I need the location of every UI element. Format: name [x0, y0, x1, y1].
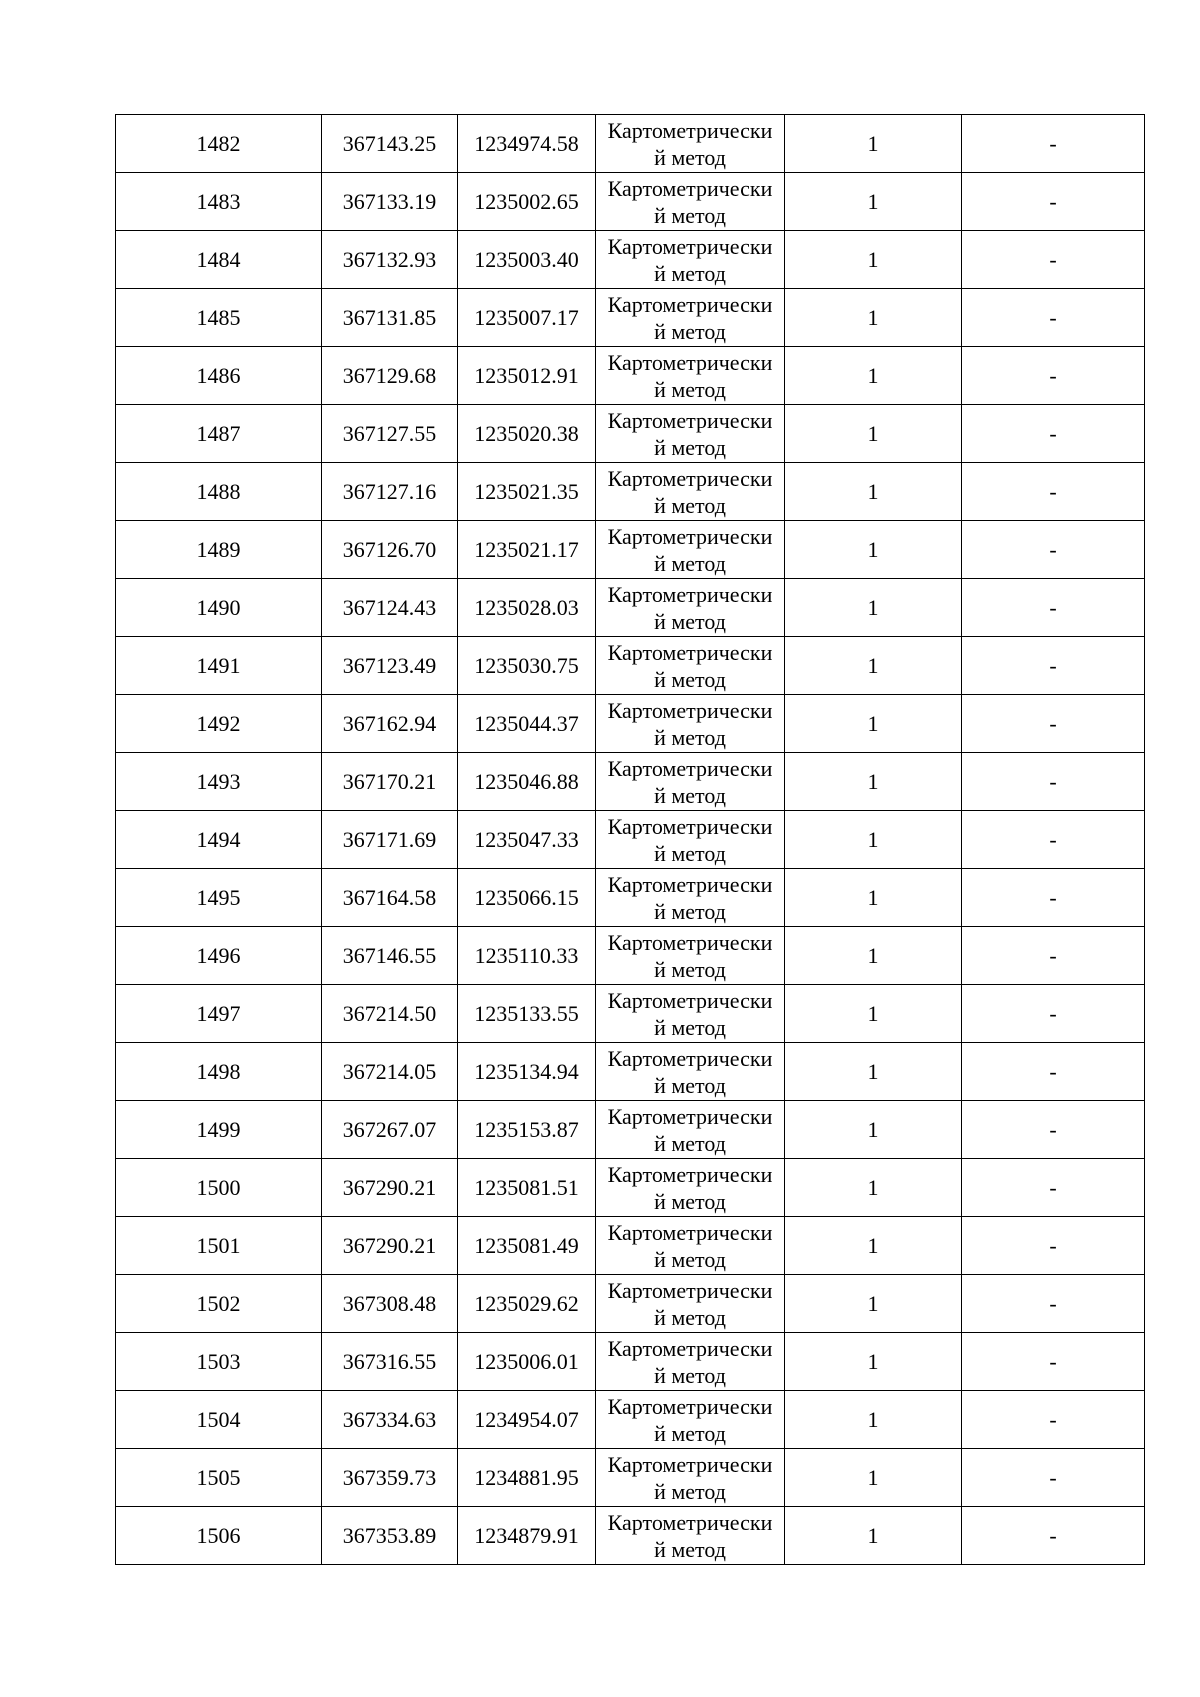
- table-row: [116, 463, 1145, 521]
- point-number-cell: 1504: [116, 1391, 322, 1449]
- x-coordinate-cell: 367143.25: [322, 115, 458, 173]
- note-cell: -: [962, 463, 1145, 521]
- point-number-cell: 1490: [116, 579, 322, 637]
- accuracy-cell: 1: [785, 1333, 962, 1391]
- accuracy-cell: 1: [785, 405, 962, 463]
- y-coordinate-cell: 1235081.51: [458, 1159, 596, 1217]
- method-text-line-1: Картометрически: [607, 872, 773, 897]
- method-cell: [596, 231, 785, 289]
- method-text-line-2: й метод: [654, 725, 726, 750]
- method-text-line-1: Картометрически: [607, 234, 773, 259]
- table-row: [116, 1159, 1145, 1217]
- method-cell: [596, 927, 785, 985]
- accuracy-cell: 1: [785, 463, 962, 521]
- y-coordinate-cell: 1235047.33: [458, 811, 596, 869]
- method-text-line-1: Картометрически: [607, 1046, 773, 1071]
- y-coordinate-cell: 1235021.35: [458, 463, 596, 521]
- note-cell: -: [962, 405, 1145, 463]
- method-cell: [596, 695, 785, 753]
- method-text-line-2: й метод: [654, 957, 726, 982]
- x-coordinate-cell: 367308.48: [322, 1275, 458, 1333]
- note-cell: -: [962, 173, 1145, 231]
- x-coordinate-cell: 367334.63: [322, 1391, 458, 1449]
- table-row: [116, 289, 1145, 347]
- method-text-line-2: й метод: [654, 435, 726, 460]
- table-row: [116, 811, 1145, 869]
- point-number-cell: 1498: [116, 1043, 322, 1101]
- x-coordinate-cell: 367359.73: [322, 1449, 458, 1507]
- table-row: [116, 1391, 1145, 1449]
- accuracy-cell: 1: [785, 1391, 962, 1449]
- method-text-line-1: Картометрически: [607, 1394, 773, 1419]
- point-number-cell: 1505: [116, 1449, 322, 1507]
- point-number-cell: 1506: [116, 1507, 322, 1565]
- method-text-line-2: й метод: [654, 1247, 726, 1272]
- method-text-line-1: Картометрически: [607, 1452, 773, 1477]
- y-coordinate-cell: 1235081.49: [458, 1217, 596, 1275]
- y-coordinate-cell: 1235110.33: [458, 927, 596, 985]
- y-coordinate-cell: 1235020.38: [458, 405, 596, 463]
- method-cell: [596, 1101, 785, 1159]
- y-coordinate-cell: 1234879.91: [458, 1507, 596, 1565]
- accuracy-cell: 1: [785, 1275, 962, 1333]
- table-row: [116, 405, 1145, 463]
- table-row: [116, 1217, 1145, 1275]
- method-text-line-2: й метод: [654, 667, 726, 692]
- accuracy-cell: 1: [785, 753, 962, 811]
- note-cell: -: [962, 1101, 1145, 1159]
- method-text-line-1: Картометрически: [607, 350, 773, 375]
- method-text-line-1: Картометрически: [607, 524, 773, 549]
- accuracy-cell: 1: [785, 1159, 962, 1217]
- method-text-line-1: Картометрически: [607, 408, 773, 433]
- x-coordinate-cell: 367133.19: [322, 173, 458, 231]
- table-row: [116, 579, 1145, 637]
- x-coordinate-cell: 367164.58: [322, 869, 458, 927]
- method-cell: [596, 173, 785, 231]
- y-coordinate-cell: 1235046.88: [458, 753, 596, 811]
- method-cell: [596, 1217, 785, 1275]
- point-number-cell: 1485: [116, 289, 322, 347]
- point-number-cell: 1497: [116, 985, 322, 1043]
- note-cell: -: [962, 1159, 1145, 1217]
- method-text-line-2: й метод: [654, 319, 726, 344]
- method-text-line-2: й метод: [654, 899, 726, 924]
- point-number-cell: 1486: [116, 347, 322, 405]
- accuracy-cell: 1: [785, 985, 962, 1043]
- note-cell: -: [962, 1391, 1145, 1449]
- y-coordinate-cell: 1235066.15: [458, 869, 596, 927]
- point-number-cell: 1492: [116, 695, 322, 753]
- note-cell: -: [962, 231, 1145, 289]
- note-cell: -: [962, 753, 1145, 811]
- method-cell: [596, 985, 785, 1043]
- note-cell: -: [962, 811, 1145, 869]
- method-text-line-2: й метод: [654, 1305, 726, 1330]
- point-number-cell: 1488: [116, 463, 322, 521]
- point-number-cell: 1500: [116, 1159, 322, 1217]
- note-cell: -: [962, 1275, 1145, 1333]
- y-coordinate-cell: 1235006.01: [458, 1333, 596, 1391]
- method-text-line-1: Картометрически: [607, 118, 773, 143]
- y-coordinate-cell: 1234881.95: [458, 1449, 596, 1507]
- method-text-line-2: й метод: [654, 1189, 726, 1214]
- method-text-line-2: й метод: [654, 783, 726, 808]
- y-coordinate-cell: 1235003.40: [458, 231, 596, 289]
- method-text-line-2: й метод: [654, 1131, 726, 1156]
- method-text-line-2: й метод: [654, 551, 726, 576]
- note-cell: -: [962, 1217, 1145, 1275]
- accuracy-cell: 1: [785, 1217, 962, 1275]
- y-coordinate-cell: 1235012.91: [458, 347, 596, 405]
- x-coordinate-cell: 367146.55: [322, 927, 458, 985]
- point-number-cell: 1495: [116, 869, 322, 927]
- method-text-line-1: Картометрически: [607, 292, 773, 317]
- method-text-line-2: й метод: [654, 1421, 726, 1446]
- method-text-line-1: Картометрически: [607, 466, 773, 491]
- method-text-line-2: й метод: [654, 1015, 726, 1040]
- x-coordinate-cell: 367214.50: [322, 985, 458, 1043]
- method-cell: [596, 1275, 785, 1333]
- note-cell: -: [962, 637, 1145, 695]
- method-cell: [596, 115, 785, 173]
- accuracy-cell: 1: [785, 115, 962, 173]
- accuracy-cell: 1: [785, 1449, 962, 1507]
- method-text-line-1: Картометрически: [607, 582, 773, 607]
- y-coordinate-cell: 1235002.65: [458, 173, 596, 231]
- note-cell: -: [962, 347, 1145, 405]
- method-text-line-1: Картометрически: [607, 988, 773, 1013]
- method-text-line-1: Картометрически: [607, 1220, 773, 1245]
- method-text-line-2: й метод: [654, 261, 726, 286]
- note-cell: -: [962, 1043, 1145, 1101]
- accuracy-cell: 1: [785, 927, 962, 985]
- y-coordinate-cell: 1235044.37: [458, 695, 596, 753]
- y-coordinate-cell: 1235030.75: [458, 637, 596, 695]
- note-cell: -: [962, 927, 1145, 985]
- note-cell: -: [962, 985, 1145, 1043]
- y-coordinate-cell: 1235133.55: [458, 985, 596, 1043]
- accuracy-cell: 1: [785, 521, 962, 579]
- method-cell: [596, 347, 785, 405]
- method-cell: [596, 521, 785, 579]
- table-row: [116, 869, 1145, 927]
- x-coordinate-cell: 367124.43: [322, 579, 458, 637]
- table-row: [116, 1449, 1145, 1507]
- method-text-line-1: Картометрически: [607, 176, 773, 201]
- method-text-line-1: Картометрически: [607, 640, 773, 665]
- x-coordinate-cell: 367316.55: [322, 1333, 458, 1391]
- method-cell: [596, 579, 785, 637]
- accuracy-cell: 1: [785, 347, 962, 405]
- y-coordinate-cell: 1235153.87: [458, 1101, 596, 1159]
- point-number-cell: 1503: [116, 1333, 322, 1391]
- x-coordinate-cell: 367267.07: [322, 1101, 458, 1159]
- table-row: [116, 927, 1145, 985]
- table-row: [116, 347, 1145, 405]
- x-coordinate-cell: 367170.21: [322, 753, 458, 811]
- point-number-cell: 1494: [116, 811, 322, 869]
- point-number-cell: 1493: [116, 753, 322, 811]
- table-row: [116, 637, 1145, 695]
- note-cell: -: [962, 1449, 1145, 1507]
- table-row: [116, 1275, 1145, 1333]
- point-number-cell: 1483: [116, 173, 322, 231]
- point-number-cell: 1496: [116, 927, 322, 985]
- table-row: [116, 173, 1145, 231]
- coordinates-table-body: [116, 115, 1145, 1565]
- accuracy-cell: 1: [785, 869, 962, 927]
- method-cell: [596, 405, 785, 463]
- point-number-cell: 1484: [116, 231, 322, 289]
- method-text-line-2: й метод: [654, 493, 726, 518]
- accuracy-cell: 1: [785, 1043, 962, 1101]
- y-coordinate-cell: 1235029.62: [458, 1275, 596, 1333]
- accuracy-cell: 1: [785, 695, 962, 753]
- x-coordinate-cell: 367127.55: [322, 405, 458, 463]
- method-cell: [596, 1043, 785, 1101]
- method-text-line-1: Картометрически: [607, 1510, 773, 1535]
- table-row: [116, 231, 1145, 289]
- y-coordinate-cell: 1235021.17: [458, 521, 596, 579]
- method-text-line-2: й метод: [654, 841, 726, 866]
- x-coordinate-cell: 367214.05: [322, 1043, 458, 1101]
- method-text-line-1: Картометрически: [607, 930, 773, 955]
- method-text-line-1: Картометрически: [607, 756, 773, 781]
- x-coordinate-cell: 367127.16: [322, 463, 458, 521]
- note-cell: -: [962, 579, 1145, 637]
- y-coordinate-cell: 1235007.17: [458, 289, 596, 347]
- accuracy-cell: 1: [785, 173, 962, 231]
- method-cell: [596, 289, 785, 347]
- method-text-line-2: й метод: [654, 377, 726, 402]
- x-coordinate-cell: 367353.89: [322, 1507, 458, 1565]
- table-row: [116, 985, 1145, 1043]
- method-text-line-1: Картометрически: [607, 1162, 773, 1187]
- method-cell: [596, 637, 785, 695]
- table-row: [116, 1101, 1145, 1159]
- accuracy-cell: 1: [785, 231, 962, 289]
- note-cell: -: [962, 115, 1145, 173]
- point-number-cell: 1487: [116, 405, 322, 463]
- point-number-cell: 1482: [116, 115, 322, 173]
- table-row: [116, 695, 1145, 753]
- method-text-line-2: й метод: [654, 609, 726, 634]
- table-row: [116, 753, 1145, 811]
- accuracy-cell: 1: [785, 579, 962, 637]
- note-cell: -: [962, 1507, 1145, 1565]
- method-text-line-2: й метод: [654, 1479, 726, 1504]
- point-number-cell: 1499: [116, 1101, 322, 1159]
- method-text-line-2: й метод: [654, 1073, 726, 1098]
- method-cell: [596, 811, 785, 869]
- method-text-line-1: Картометрически: [607, 1278, 773, 1303]
- x-coordinate-cell: 367132.93: [322, 231, 458, 289]
- accuracy-cell: 1: [785, 811, 962, 869]
- y-coordinate-cell: 1235134.94: [458, 1043, 596, 1101]
- method-cell: [596, 1391, 785, 1449]
- method-cell: [596, 753, 785, 811]
- method-text-line-1: Картометрически: [607, 1104, 773, 1129]
- x-coordinate-cell: 367131.85: [322, 289, 458, 347]
- method-text-line-2: й метод: [654, 145, 726, 170]
- accuracy-cell: 1: [785, 1101, 962, 1159]
- note-cell: -: [962, 869, 1145, 927]
- method-cell: [596, 1333, 785, 1391]
- x-coordinate-cell: 367129.68: [322, 347, 458, 405]
- method-text-line-2: й метод: [654, 1537, 726, 1562]
- y-coordinate-cell: 1235028.03: [458, 579, 596, 637]
- point-number-cell: 1491: [116, 637, 322, 695]
- note-cell: -: [962, 695, 1145, 753]
- method-text-line-1: Картометрически: [607, 814, 773, 839]
- note-cell: -: [962, 1333, 1145, 1391]
- y-coordinate-cell: 1234954.07: [458, 1391, 596, 1449]
- y-coordinate-cell: 1234974.58: [458, 115, 596, 173]
- x-coordinate-cell: 367171.69: [322, 811, 458, 869]
- x-coordinate-cell: 367123.49: [322, 637, 458, 695]
- method-cell: [596, 1449, 785, 1507]
- accuracy-cell: 1: [785, 1507, 962, 1565]
- point-number-cell: 1489: [116, 521, 322, 579]
- method-text-line-2: й метод: [654, 203, 726, 228]
- table-row: [116, 521, 1145, 579]
- method-cell: [596, 1159, 785, 1217]
- accuracy-cell: 1: [785, 289, 962, 347]
- table-row: [116, 1043, 1145, 1101]
- method-cell: [596, 869, 785, 927]
- method-cell: [596, 463, 785, 521]
- table-row: [116, 1507, 1145, 1565]
- point-number-cell: 1501: [116, 1217, 322, 1275]
- x-coordinate-cell: 367126.70: [322, 521, 458, 579]
- x-coordinate-cell: 367290.21: [322, 1217, 458, 1275]
- x-coordinate-cell: 367290.21: [322, 1159, 458, 1217]
- table-row: [116, 115, 1145, 173]
- point-number-cell: 1502: [116, 1275, 322, 1333]
- method-text-line-2: й метод: [654, 1363, 726, 1388]
- x-coordinate-cell: 367162.94: [322, 695, 458, 753]
- table-row: [116, 1333, 1145, 1391]
- coordinates-table: [115, 114, 1145, 1565]
- note-cell: -: [962, 521, 1145, 579]
- note-cell: -: [962, 289, 1145, 347]
- method-text-line-1: Картометрически: [607, 1336, 773, 1361]
- accuracy-cell: 1: [785, 637, 962, 695]
- method-cell: [596, 1507, 785, 1565]
- method-text-line-1: Картометрически: [607, 698, 773, 723]
